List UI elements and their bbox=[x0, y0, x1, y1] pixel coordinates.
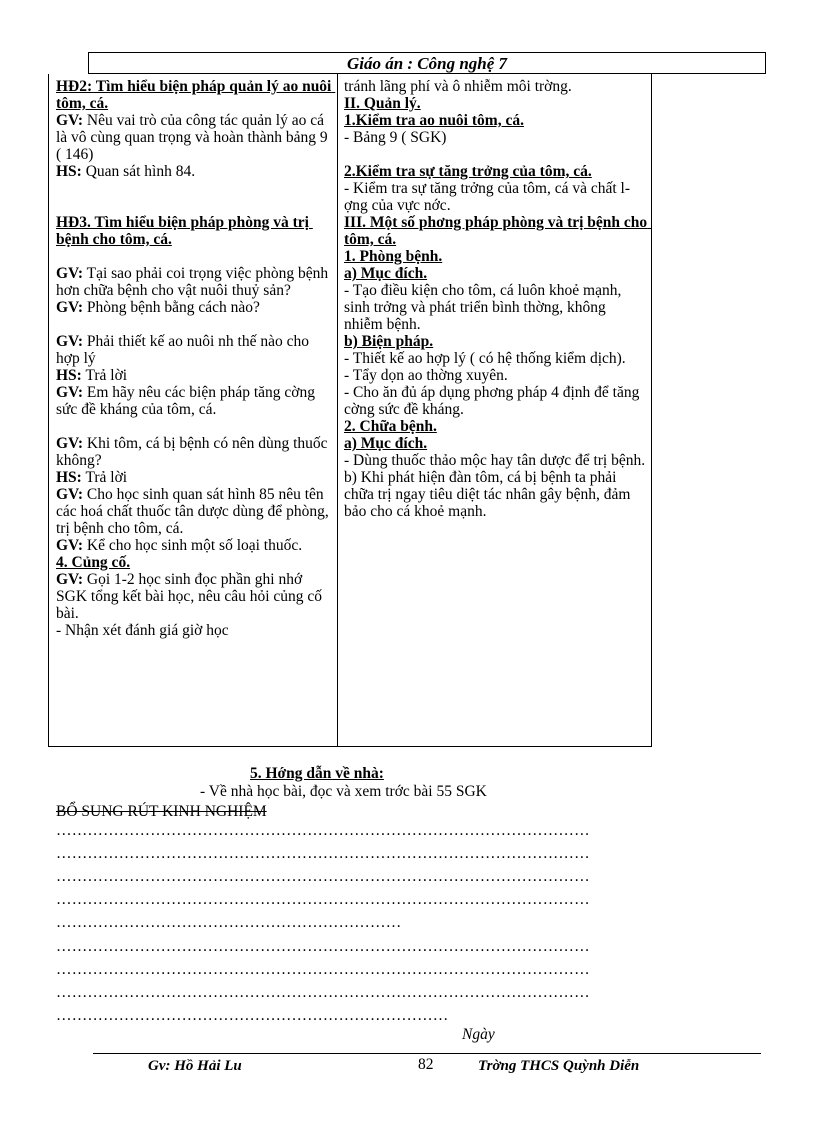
header-title: Giáo án : Công nghệ 7 bbox=[346, 54, 508, 73]
speaker-label: GV: bbox=[56, 299, 83, 316]
right-paragraph bbox=[344, 367, 648, 384]
section-heading: 4. Củng cố. bbox=[56, 554, 131, 571]
paragraph-text: Trả lời bbox=[81, 367, 128, 384]
paragraph-text: tránh lãng phí và ô nhiễm môi trờng. bbox=[344, 78, 572, 95]
dot-line: ………………………………………………………………………………………… bbox=[56, 961, 590, 978]
paragraph-text: - Kiểm tra sự tăng trởng của tôm, cá và chất lợng của vực nớc. bbox=[344, 180, 631, 214]
left-column bbox=[56, 78, 334, 639]
paragraph-text: - Thiết kế ao hợp lý ( có hệ thống kiểm dịch). bbox=[344, 350, 626, 367]
speaker-label: GV: bbox=[56, 384, 83, 401]
paragraph-text: - Tẩy dọn ao thờng xuyên. bbox=[344, 367, 508, 384]
paragraph-text: Quan sát hình 84. bbox=[81, 163, 196, 180]
speaker-label: GV: bbox=[56, 537, 83, 554]
right-column bbox=[344, 78, 652, 520]
paragraph-text: - Cho ăn đủ áp dụng phơng pháp 4 định để tăng cờng sức đề kháng. bbox=[344, 384, 644, 418]
paragraph-text: Gọi 1-2 học sinh đọc phần ghi nhớ SGK tổng kết bài học, nêu câu hỏi củng cố bài. bbox=[56, 571, 326, 622]
dot-line: ………………………………………………………… bbox=[56, 914, 402, 931]
right-paragraph bbox=[344, 78, 648, 95]
speaker-label: GV: bbox=[56, 486, 83, 503]
date-label: Ngày bbox=[462, 1026, 495, 1043]
spacer bbox=[56, 180, 334, 214]
right-paragraph bbox=[344, 418, 648, 435]
paragraph-text: - Dùng thuốc thảo mộc hay tân dược để trị bệnh. bbox=[344, 452, 646, 469]
dot-line: ………………………………………………………………………………………… bbox=[56, 868, 590, 885]
homework-text: - Về nhà học bài, đọc và xem trớc bài 55 SGK bbox=[200, 783, 487, 800]
left-paragraph bbox=[56, 469, 334, 486]
left-paragraph bbox=[56, 163, 334, 180]
right-paragraph bbox=[344, 163, 648, 180]
right-paragraph bbox=[344, 350, 648, 367]
left-paragraph bbox=[56, 333, 334, 367]
left-paragraph bbox=[56, 622, 334, 639]
footer-rule bbox=[93, 1053, 761, 1054]
left-paragraph bbox=[56, 571, 334, 622]
left-paragraph bbox=[56, 384, 334, 418]
right-paragraph bbox=[344, 95, 648, 112]
paragraph-text: - Nhận xét đánh giá giờ học bbox=[56, 622, 229, 639]
spacer bbox=[56, 418, 334, 435]
paragraph-text: Khi tôm, cá bị bệnh có nên dùng thuốc không? bbox=[56, 435, 332, 469]
speaker-label: GV: bbox=[56, 333, 83, 350]
speaker-label: GV: bbox=[56, 571, 83, 588]
column-divider bbox=[337, 74, 338, 747]
paragraph-text: - Bảng 9 ( SGK) bbox=[344, 129, 447, 146]
spacer bbox=[56, 316, 334, 333]
speaker-label: HS: bbox=[56, 469, 82, 486]
speaker-label: GV: bbox=[56, 265, 83, 282]
footer-school: Trờng THCS Quỳnh Diễn bbox=[478, 1058, 640, 1074]
right-paragraph bbox=[344, 452, 648, 469]
section-heading: 2.Kiểm tra sự tăng trởng của tôm, cá. bbox=[344, 163, 592, 180]
paragraph-text: Tại sao phải coi trọng việc phòng bệnh hơn chữa bệnh cho vật nuôi thuỷ sản? bbox=[56, 265, 332, 299]
left-paragraph bbox=[56, 554, 334, 571]
right-paragraph bbox=[344, 248, 648, 265]
right-paragraph bbox=[344, 384, 648, 418]
spacer bbox=[344, 146, 648, 163]
section-heading: a) Mục đích. bbox=[344, 265, 428, 282]
right-paragraph bbox=[344, 265, 648, 282]
homework-title: 5. Hớng dẫn về nhà: bbox=[250, 765, 384, 782]
dot-line: ………………………………………………………………………………………… bbox=[56, 984, 590, 1001]
paragraph-text: Kể cho học sinh một số loại thuốc. bbox=[83, 537, 303, 554]
speaker-label: GV: bbox=[56, 112, 83, 129]
left-paragraph bbox=[56, 265, 334, 299]
speaker-label: HS: bbox=[56, 163, 82, 180]
page-number: 82 bbox=[418, 1056, 434, 1073]
left-paragraph bbox=[56, 537, 334, 554]
section-heading: b) Biện pháp. bbox=[344, 333, 434, 350]
header-box bbox=[88, 52, 766, 74]
experience-title: BỔ SUNG RÚT KINH NGHIỆM bbox=[56, 803, 267, 820]
paragraph-text: - Tạo điều kiện cho tôm, cá luôn khoẻ mạnh, sinh trởng và phát triển bình thờng, không nhiễm bệnh. bbox=[344, 282, 626, 333]
section-heading: HĐ3. Tìm hiểu biện pháp phòng và trị bệnh cho tôm, cá. bbox=[56, 214, 313, 248]
left-paragraph bbox=[56, 486, 334, 537]
left-paragraph bbox=[56, 112, 334, 163]
right-paragraph bbox=[344, 214, 652, 248]
dot-line: ………………………………………………………………………………………… bbox=[56, 845, 590, 862]
spacer bbox=[56, 248, 334, 265]
left-paragraph bbox=[56, 435, 334, 469]
left-paragraph bbox=[56, 214, 334, 248]
section-heading: 1.Kiểm tra ao nuôi tôm, cá. bbox=[344, 112, 524, 129]
section-heading: II. Quản lý. bbox=[344, 95, 421, 112]
section-heading: 2. Chữa bệnh. bbox=[344, 418, 437, 435]
paragraph-text: b) Khi phát hiện đàn tôm, cá bị bệnh ta phải chữa trị ngay tiêu diệt tác nhân gây bệnh, đảm bảo cho cá khoẻ mạnh. bbox=[344, 469, 635, 520]
left-paragraph bbox=[56, 367, 334, 384]
dot-line: ………………………………………………………………… bbox=[56, 1007, 449, 1024]
footer-author: Gv: Hồ Hải Lu bbox=[148, 1058, 242, 1074]
paragraph-text: Nêu vai trò của công tác quản lý ao cá là vô cùng quan trọng và hoàn thành bảng 9 ( 146) bbox=[56, 112, 332, 163]
left-paragraph bbox=[56, 299, 334, 316]
dot-line: ………………………………………………………………………………………… bbox=[56, 938, 590, 955]
section-heading: 1. Phòng bệnh. bbox=[344, 248, 443, 265]
left-paragraph bbox=[56, 78, 334, 112]
right-paragraph bbox=[344, 469, 648, 520]
speaker-label: HS: bbox=[56, 367, 82, 384]
paragraph-text: Cho học sinh quan sát hình 85 nêu tên các hoá chất thuốc tân dược dùng để phòng, trị bệnh cho tôm, cá. bbox=[56, 486, 333, 537]
right-paragraph bbox=[344, 282, 648, 333]
right-paragraph bbox=[344, 129, 648, 146]
dot-line: ………………………………………………………………………………………… bbox=[56, 891, 590, 908]
section-heading: HĐ2: Tìm hiểu biện pháp quản lý ao nuôi tôm, cá. bbox=[56, 78, 336, 112]
right-paragraph bbox=[344, 435, 648, 452]
speaker-label: GV: bbox=[56, 435, 83, 452]
right-paragraph bbox=[344, 112, 648, 129]
section-heading: a) Mục đích. bbox=[344, 435, 428, 452]
section-heading: III. Một số phơng pháp phòng và trị bệnh cho tôm, cá. bbox=[344, 214, 652, 248]
dot-line: ………………………………………………………………………………………… bbox=[56, 822, 590, 839]
paragraph-text: Phải thiết kế ao nuôi nh thế nào cho hợp lý bbox=[56, 333, 313, 367]
paragraph-text: Trả lời bbox=[81, 469, 128, 486]
right-paragraph bbox=[344, 333, 648, 350]
right-paragraph bbox=[344, 180, 648, 214]
paragraph-text: Em hãy nêu các biện pháp tăng cờng sức đề kháng của tôm, cá. bbox=[56, 384, 319, 418]
paragraph-text: Phòng bệnh bằng cách nào? bbox=[83, 299, 260, 316]
